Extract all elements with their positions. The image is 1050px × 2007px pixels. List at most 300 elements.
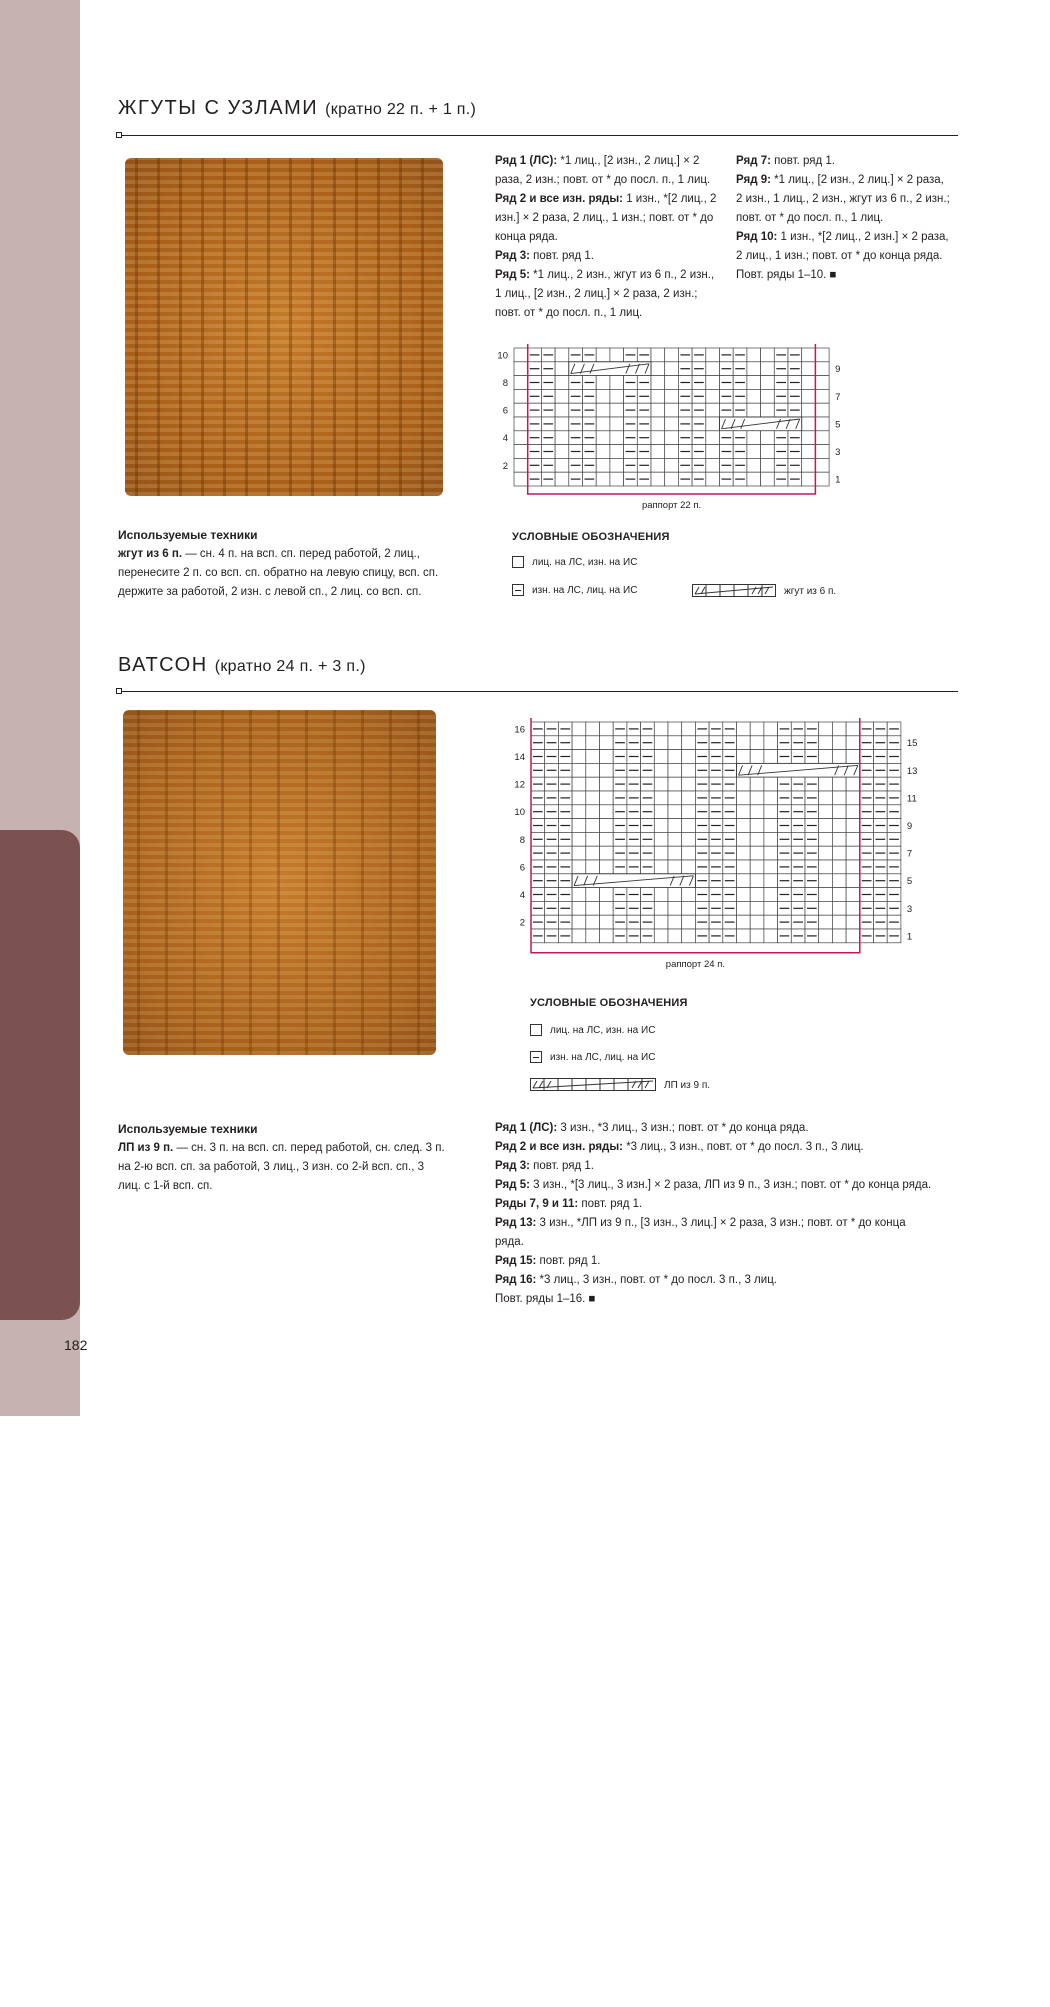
instruction-row bbox=[495, 1252, 935, 1271]
chart-cell bbox=[651, 389, 665, 403]
chart-cell bbox=[737, 805, 751, 819]
chart-cell bbox=[802, 348, 816, 362]
techniques-text bbox=[118, 545, 448, 602]
chart-cell bbox=[750, 860, 764, 874]
chart-cell bbox=[610, 431, 624, 445]
instruction-row-text: повт. ряд 1. bbox=[536, 1255, 601, 1267]
chart-cell bbox=[596, 472, 610, 486]
chart-cell bbox=[572, 763, 586, 777]
chart-cell bbox=[654, 791, 668, 805]
chart-cell bbox=[747, 389, 761, 403]
chart-cell bbox=[764, 929, 778, 943]
chart-cell bbox=[815, 348, 829, 362]
chart-cell bbox=[764, 777, 778, 791]
chart-cell bbox=[750, 915, 764, 929]
chart-cell bbox=[665, 445, 679, 459]
chart-cell bbox=[665, 389, 679, 403]
chart-cell bbox=[761, 472, 775, 486]
chart-cell bbox=[586, 722, 600, 736]
chart-cell bbox=[846, 915, 860, 929]
chart-cell bbox=[819, 888, 833, 902]
instruction-row bbox=[736, 266, 951, 285]
chart-cell bbox=[600, 791, 614, 805]
chart-cell bbox=[832, 805, 846, 819]
chart-cell bbox=[555, 403, 569, 417]
instruction-row bbox=[495, 1290, 935, 1309]
section-rule bbox=[118, 691, 958, 692]
knit-symbol-icon bbox=[530, 1024, 542, 1036]
instruction-row bbox=[495, 1119, 935, 1138]
chart-cell bbox=[610, 389, 624, 403]
row-number-left: 8 bbox=[519, 834, 525, 846]
chart-cell bbox=[665, 376, 679, 390]
chart-cell bbox=[737, 736, 751, 750]
chart-cell bbox=[819, 736, 833, 750]
section-title-text: ВАТСОН bbox=[118, 654, 208, 676]
instruction-row-text: повт. ряд 1. bbox=[578, 1198, 643, 1210]
instruction-row-text: *1 лиц., 2 изн., жгут из 6 п., 2 изн., 1 лиц., [2 изн., 2 лиц.] × 2 раза, 2 изн.; повт. от * до посл. п., 1 лиц. bbox=[495, 269, 715, 319]
chart-cell bbox=[596, 389, 610, 403]
chart-cell bbox=[846, 888, 860, 902]
row-number-right: 3 bbox=[835, 446, 841, 458]
instruction-row-label: Ряд 13: bbox=[495, 1217, 537, 1229]
row-number-right: 13 bbox=[906, 765, 918, 777]
instruction-row bbox=[495, 1157, 935, 1176]
chart-cell bbox=[555, 458, 569, 472]
chart-cell bbox=[572, 791, 586, 805]
chart-cell bbox=[846, 832, 860, 846]
instruction-row bbox=[495, 1271, 935, 1290]
technique-label: ЛП из 9 п. bbox=[118, 1142, 174, 1154]
chart-cell bbox=[846, 819, 860, 833]
instruction-row bbox=[495, 266, 720, 323]
chart-cell bbox=[802, 472, 816, 486]
chart-cell bbox=[682, 929, 696, 943]
chart-cell bbox=[665, 403, 679, 417]
chart-cell bbox=[815, 431, 829, 445]
row-number-left: 14 bbox=[514, 751, 525, 763]
chart-cell bbox=[761, 431, 775, 445]
chart-cell bbox=[654, 860, 668, 874]
chart-cell bbox=[586, 791, 600, 805]
instruction-row-label: Ряд 9: bbox=[736, 174, 771, 186]
chart-cell bbox=[706, 417, 720, 431]
chart-cell bbox=[747, 458, 761, 472]
row-number-left: 6 bbox=[519, 862, 525, 874]
chart-cell bbox=[586, 901, 600, 915]
chart-cell bbox=[819, 874, 833, 888]
chart-cell bbox=[832, 888, 846, 902]
chart-cell bbox=[668, 722, 682, 736]
chart-cell bbox=[747, 431, 761, 445]
chart-cell bbox=[764, 915, 778, 929]
instruction-row-label: Ряд 15: bbox=[495, 1255, 537, 1267]
section-multiple: (кратно 22 п. + 1 п.) bbox=[325, 101, 477, 118]
chart-cell bbox=[651, 458, 665, 472]
chart-cell bbox=[600, 722, 614, 736]
chart-cell bbox=[832, 929, 846, 943]
chart-cell bbox=[654, 901, 668, 915]
chart-cell bbox=[572, 929, 586, 943]
chart-cell bbox=[600, 750, 614, 764]
chart-cell bbox=[682, 860, 696, 874]
section-title bbox=[118, 97, 476, 120]
chart-cell bbox=[819, 777, 833, 791]
chart-cell bbox=[761, 403, 775, 417]
instruction-row-text: повт. ряд 1. bbox=[529, 250, 595, 262]
chart-cell bbox=[665, 431, 679, 445]
row-number-right: 1 bbox=[906, 931, 913, 943]
chart-cell bbox=[832, 915, 846, 929]
chart-cell bbox=[586, 819, 600, 833]
chart-cell bbox=[610, 348, 624, 362]
chart-cell bbox=[596, 403, 610, 417]
chart-cell bbox=[832, 750, 846, 764]
row-number-left: 12 bbox=[514, 779, 525, 791]
instruction-row bbox=[495, 1176, 935, 1195]
chart-cell bbox=[668, 805, 682, 819]
chart-cell bbox=[846, 846, 860, 860]
chart-cell bbox=[815, 417, 829, 431]
chart-cell bbox=[750, 888, 764, 902]
knit-swatch-photo bbox=[123, 710, 436, 1055]
chart-cell bbox=[706, 472, 720, 486]
row-number-left: 8 bbox=[502, 377, 508, 389]
techniques-text bbox=[118, 1139, 448, 1196]
chart-cell bbox=[764, 736, 778, 750]
section-multiple: (кратно 24 п. + 3 п.) bbox=[214, 658, 366, 675]
chart-cell bbox=[737, 915, 751, 929]
chart-cell bbox=[737, 901, 751, 915]
chart-cell bbox=[665, 417, 679, 431]
chart-cell bbox=[651, 403, 665, 417]
chart-cell bbox=[737, 832, 751, 846]
row-number-left: 4 bbox=[502, 433, 508, 445]
row-number-right: 15 bbox=[906, 738, 918, 750]
chart-cell bbox=[682, 763, 696, 777]
chart-cell bbox=[600, 805, 614, 819]
legend-title: УСЛОВНЫЕ ОБОЗНАЧЕНИЯ bbox=[512, 531, 670, 543]
chart-cell bbox=[761, 376, 775, 390]
chart-cell bbox=[750, 929, 764, 943]
chart-cell bbox=[747, 403, 761, 417]
technique-text: — сн. 4 п. на всп. сп. перед работой, 2 лиц., перенесите 2 п. со всп. сп. обратно на левую спицу, всп. сп. держите за работой, 2 изн. с левой сп., 2 лиц. со всп. сп. bbox=[118, 548, 439, 598]
chart-cell bbox=[572, 888, 586, 902]
chart-cell bbox=[654, 846, 668, 860]
chart-cell bbox=[706, 348, 720, 362]
chart-cell bbox=[846, 736, 860, 750]
chart-cell bbox=[586, 860, 600, 874]
page-number: 182 bbox=[64, 1337, 88, 1353]
chart-cell bbox=[654, 819, 668, 833]
chart-cell bbox=[682, 915, 696, 929]
chart-cell bbox=[610, 376, 624, 390]
chart-cell bbox=[832, 901, 846, 915]
purl-symbol-icon bbox=[530, 1051, 542, 1063]
instruction-row-text: *3 лиц., 3 изн., повт. от * до посл. 3 п., 3 лиц. bbox=[536, 1274, 777, 1286]
chart-cell bbox=[682, 736, 696, 750]
chart-cell bbox=[668, 929, 682, 943]
chart-cell bbox=[668, 791, 682, 805]
chart-cell bbox=[764, 874, 778, 888]
chart-cell bbox=[747, 445, 761, 459]
chart-cell bbox=[572, 819, 586, 833]
instruction-row-text: Повт. ряды 1–10. ■ bbox=[736, 269, 837, 281]
legend-cable bbox=[692, 584, 836, 598]
chart-cell bbox=[764, 888, 778, 902]
chart-cell bbox=[764, 819, 778, 833]
chart-cell bbox=[586, 736, 600, 750]
chart-cell bbox=[654, 750, 668, 764]
legend-purl-label: изн. на ЛС, лиц. на ИС bbox=[532, 584, 638, 596]
chart-cell bbox=[654, 763, 668, 777]
chart-cell bbox=[815, 376, 829, 390]
chart-cell bbox=[682, 777, 696, 791]
chart-cell bbox=[750, 819, 764, 833]
chart-cell bbox=[761, 389, 775, 403]
chart-cell bbox=[750, 777, 764, 791]
row-number-left: 10 bbox=[497, 350, 508, 362]
chart-cell bbox=[819, 791, 833, 805]
chart-cell bbox=[651, 362, 665, 376]
chart-cell bbox=[815, 362, 829, 376]
chart-cell bbox=[610, 417, 624, 431]
chart-cell bbox=[682, 819, 696, 833]
chart-cell bbox=[586, 915, 600, 929]
chart-cell bbox=[596, 431, 610, 445]
chart-cell bbox=[651, 348, 665, 362]
chart-cell bbox=[682, 750, 696, 764]
legend-purl-label: изн. на ЛС, лиц. на ИС bbox=[550, 1051, 656, 1063]
chart-cell bbox=[555, 376, 569, 390]
chart-cell bbox=[819, 722, 833, 736]
chart-cell bbox=[764, 750, 778, 764]
chart-cell bbox=[668, 832, 682, 846]
chart-cell bbox=[737, 750, 751, 764]
chart-cell bbox=[586, 763, 600, 777]
chart-cell bbox=[802, 362, 816, 376]
instruction-row bbox=[495, 152, 720, 190]
instructions-right bbox=[736, 152, 951, 285]
chart-cell bbox=[737, 874, 751, 888]
chart-cell bbox=[802, 431, 816, 445]
chart-cell bbox=[819, 915, 833, 929]
chart-cell bbox=[514, 403, 528, 417]
instruction-row-text: *1 лиц., [2 изн., 2 лиц.] × 2 раза, 2 изн., 1 лиц., 2 изн., жгут из 6 п., 2 изн.; повт. от * до посл. п., 1 лиц. bbox=[736, 174, 950, 224]
legend-cable-label: ЛП из 9 п. bbox=[664, 1079, 711, 1091]
chart-cell bbox=[761, 445, 775, 459]
chart-cell bbox=[737, 819, 751, 833]
chart-cell bbox=[610, 445, 624, 459]
legend-cable-label: жгут из 6 п. bbox=[784, 585, 837, 597]
technique bbox=[118, 1139, 448, 1196]
row-number-right: 1 bbox=[835, 474, 841, 486]
chart-cell bbox=[802, 376, 816, 390]
chart-cell bbox=[802, 403, 816, 417]
chart-cell bbox=[610, 403, 624, 417]
instruction-row-text: *3 лиц., 3 изн., повт. от * до посл. 3 п., 3 лиц. bbox=[623, 1141, 864, 1153]
chart-cell bbox=[764, 722, 778, 736]
section-rule bbox=[118, 135, 958, 136]
knit-symbol-icon bbox=[512, 556, 524, 568]
chart-cell bbox=[706, 431, 720, 445]
chart-cell bbox=[600, 915, 614, 929]
chart-cell bbox=[846, 750, 860, 764]
instruction-row-text: 1 изн., *[2 лиц., 2 изн.] × 2 раза, 2 лиц., 1 изн.; повт. от * до конца ряда. bbox=[495, 193, 717, 243]
knitting-chart bbox=[490, 340, 860, 510]
chart-cell bbox=[832, 874, 846, 888]
chart-cell bbox=[819, 805, 833, 819]
instruction-row-label: Ряд 2 и все изн. ряды: bbox=[495, 1141, 624, 1153]
chart-cell bbox=[747, 376, 761, 390]
instruction-row-text: 3 изн., *3 лиц., 3 изн.; повт. от * до конца ряда. bbox=[557, 1122, 809, 1134]
techniques-title: Используемые техники bbox=[118, 528, 258, 542]
instruction-row-text: Повт. ряды 1–16. ■ bbox=[495, 1293, 596, 1305]
chart-cell bbox=[654, 736, 668, 750]
instruction-row-text: 3 изн., *ЛП из 9 п., [3 изн., 3 лиц.] × 2 раза, 3 изн.; повт. от * до конца ряда. bbox=[495, 1217, 906, 1248]
instruction-row-label: Ряд 5: bbox=[495, 269, 530, 281]
chart-cell bbox=[737, 860, 751, 874]
instruction-row-label: Ряд 1 (ЛС): bbox=[495, 1122, 558, 1134]
legend-knit bbox=[512, 556, 637, 568]
chart-cell bbox=[737, 722, 751, 736]
chart-cell bbox=[610, 458, 624, 472]
chart-cell bbox=[815, 389, 829, 403]
chart-cell bbox=[600, 888, 614, 902]
instruction-row-label: Ряды 7, 9 и 11: bbox=[495, 1198, 579, 1210]
instruction-row-label: Ряд 3: bbox=[495, 250, 530, 262]
chart-cell bbox=[668, 846, 682, 860]
chart-cell bbox=[514, 348, 528, 362]
chart-cell bbox=[737, 777, 751, 791]
instruction-row bbox=[736, 152, 951, 171]
chart-cell bbox=[514, 376, 528, 390]
row-number-right: 9 bbox=[906, 820, 913, 832]
chart-cell bbox=[514, 472, 528, 486]
chart-cell bbox=[737, 791, 751, 805]
instruction-row bbox=[736, 228, 951, 266]
row-number-left: 2 bbox=[519, 917, 525, 929]
row-number-right: 7 bbox=[906, 848, 913, 860]
chart-cell bbox=[572, 846, 586, 860]
chart-cell bbox=[761, 458, 775, 472]
chart-cell bbox=[555, 417, 569, 431]
legend-knit-label: лиц. на ЛС, изн. на ИС bbox=[550, 1024, 656, 1036]
instruction-row bbox=[736, 171, 951, 228]
instruction-row-text: повт. ряд 1. bbox=[770, 155, 836, 167]
chart-cell bbox=[654, 832, 668, 846]
chart-cell bbox=[586, 777, 600, 791]
chart-cell bbox=[682, 888, 696, 902]
chart-cell bbox=[750, 874, 764, 888]
chart-cell bbox=[802, 417, 816, 431]
chart-cell bbox=[750, 736, 764, 750]
chart-cell bbox=[596, 348, 610, 362]
chart-cell bbox=[572, 736, 586, 750]
chart-cell bbox=[832, 860, 846, 874]
chart-cell bbox=[706, 458, 720, 472]
chart-cell bbox=[750, 791, 764, 805]
row-number-right: 3 bbox=[906, 903, 913, 915]
chart-cell bbox=[846, 777, 860, 791]
chart-cell bbox=[819, 832, 833, 846]
chart-cell bbox=[819, 860, 833, 874]
instruction-row-text: 1 изн., *[2 лиц., 2 изн.] × 2 раза, 2 лиц., 1 изн.; повт. от * до конца ряда. bbox=[736, 231, 949, 262]
chart-cell bbox=[665, 472, 679, 486]
chapter-label: ГЛАВА 3 • ЖГУТЫ bbox=[51, 1826, 68, 1988]
chart-cell bbox=[737, 846, 751, 860]
row-number-right: 7 bbox=[835, 391, 841, 403]
chart-cell bbox=[668, 750, 682, 764]
cable-symbol-icon bbox=[530, 1078, 656, 1092]
chart-cell bbox=[750, 846, 764, 860]
chart-cell bbox=[802, 445, 816, 459]
chart-cell bbox=[651, 376, 665, 390]
chart-cell bbox=[682, 846, 696, 860]
chart-cell bbox=[668, 901, 682, 915]
chart-cell bbox=[761, 348, 775, 362]
chart-cell bbox=[832, 791, 846, 805]
chart-cell bbox=[846, 874, 860, 888]
chart-cell bbox=[572, 722, 586, 736]
chart-cell bbox=[747, 362, 761, 376]
chart-cell bbox=[764, 832, 778, 846]
instruction-row-label: Ряд 16: bbox=[495, 1274, 537, 1286]
chart-cell bbox=[572, 777, 586, 791]
chart-cell bbox=[819, 819, 833, 833]
legend-knit bbox=[530, 1024, 655, 1036]
chart-cell bbox=[682, 791, 696, 805]
instruction-row-label: Ряд 5: bbox=[495, 1179, 530, 1191]
chart-cell bbox=[596, 458, 610, 472]
chart-cell bbox=[750, 832, 764, 846]
row-number-right: 5 bbox=[835, 419, 841, 431]
chart-cell bbox=[747, 348, 761, 362]
chart-cell bbox=[514, 389, 528, 403]
chart-cell bbox=[572, 750, 586, 764]
chart-cell bbox=[846, 805, 860, 819]
chart-cell bbox=[846, 860, 860, 874]
chart-cell bbox=[514, 417, 528, 431]
chart-cell bbox=[596, 445, 610, 459]
instruction-row-text: 3 изн., *[3 лиц., 3 изн.] × 2 раза, ЛП из 9 п., 3 изн.; повт. от * до конца ряда. bbox=[529, 1179, 932, 1191]
chart-cell bbox=[846, 901, 860, 915]
chart-cell bbox=[665, 348, 679, 362]
chart-cell bbox=[586, 750, 600, 764]
chart-cell bbox=[761, 362, 775, 376]
chart-cell bbox=[706, 389, 720, 403]
legend-title: УСЛОВНЫЕ ОБОЗНАЧЕНИЯ bbox=[530, 997, 688, 1009]
chart-cell bbox=[682, 901, 696, 915]
chart-cell bbox=[682, 722, 696, 736]
chart-cell bbox=[819, 750, 833, 764]
chart-cell bbox=[651, 472, 665, 486]
chart-cell bbox=[514, 362, 528, 376]
chart-cell bbox=[747, 472, 761, 486]
purl-symbol-icon bbox=[512, 584, 524, 596]
chart-cell bbox=[600, 929, 614, 943]
instruction-row-label: Ряд 10: bbox=[736, 231, 778, 243]
chart-cell bbox=[610, 472, 624, 486]
instruction-row-text: *1 лиц., [2 изн., 2 лиц.] × 2 раза, 2 изн.; повт. от * до посл. п., 1 лиц. bbox=[495, 155, 711, 186]
chart-cell bbox=[764, 860, 778, 874]
chart-cell bbox=[555, 362, 569, 376]
chart-cell bbox=[819, 929, 833, 943]
chart-cell bbox=[668, 763, 682, 777]
chart-cell bbox=[572, 832, 586, 846]
chart-cell bbox=[586, 805, 600, 819]
chart-cell bbox=[706, 362, 720, 376]
